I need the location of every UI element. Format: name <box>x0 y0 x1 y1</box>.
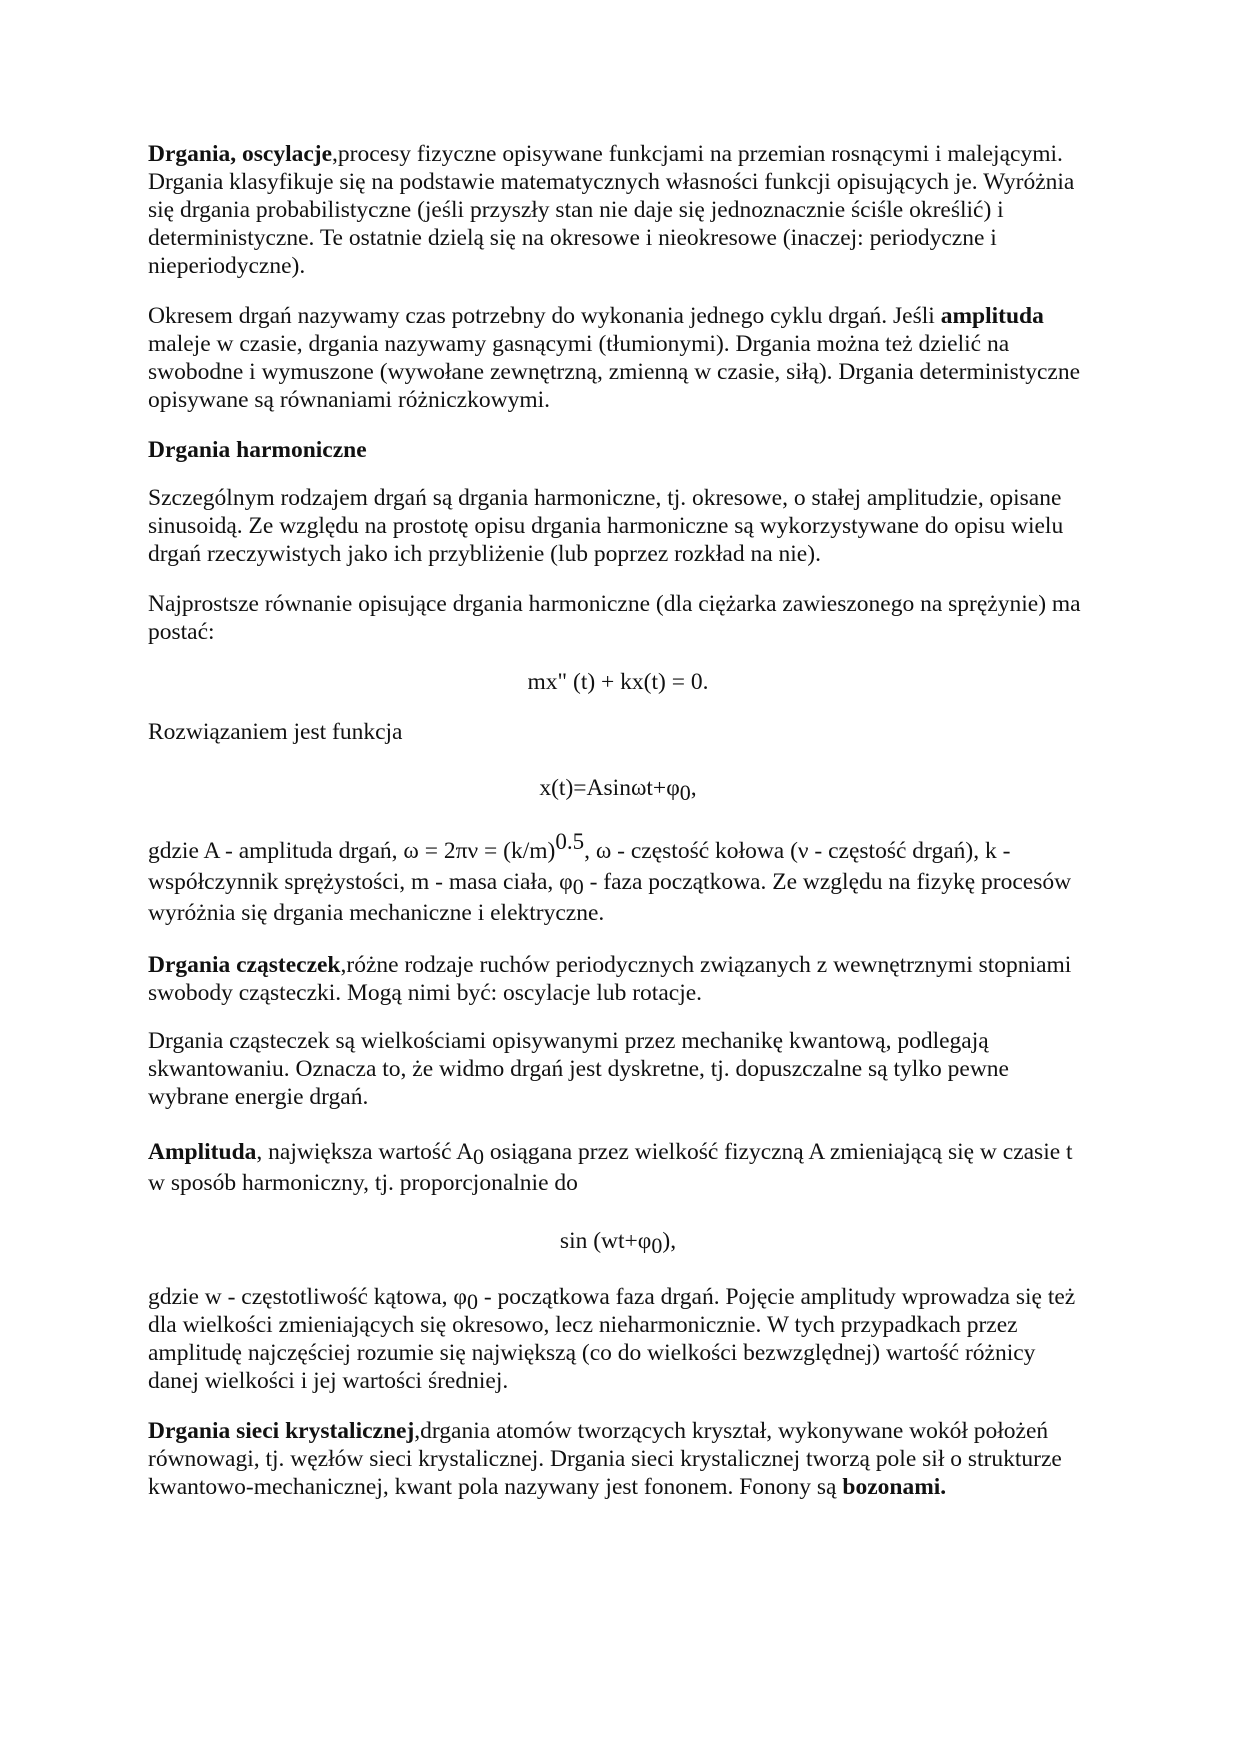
paragraph-period-text-b: maleje w czasie, drgania nazywamy gasnącymi (tłumionymi). Drgania można też dzielić na swobodne i wymuszone (wywołane zewnętrzną, zmienną w czasie, siłą). Drgania deterministyczne opisywane są równaniami różniczkowymi. <box>148 331 1081 413</box>
paragraph-amplitude <box>148 1137 1088 1199</box>
equation-solution-end: , <box>690 775 697 801</box>
paragraph-simplest-equation: Najprostsze równanie opisujące drgania harmoniczne (dla ciężarka zawieszonego na sprężynie) ma postać: <box>148 591 1081 645</box>
paragraph-oscillations <box>148 140 1088 280</box>
amplitude-subscript: 0 <box>473 1144 485 1169</box>
paragraph-crystal-lattice <box>148 1417 1088 1501</box>
paragraph-solution: Rozwiązaniem jest funkcja <box>148 719 403 745</box>
phase-subscript: 0 <box>572 874 584 899</box>
paragraph-molecules-text: ,różne rodzaje ruchów periodycznych związanych z wewnętrznymi stopniami swobody cząsteczki. Mogą nimi być: oscylacje lub rotacje. <box>148 952 1072 1006</box>
equation-sine-subscript: 0 <box>651 1233 663 1258</box>
term-amplitude-inline: amplituda <box>940 303 1044 329</box>
paragraph-amplitude-text-b: osiągana przez wielkość fizyczną A zmieniającą się w czasie t w sposób harmoniczny, tj. proporcjonalnie do <box>148 1139 1073 1196</box>
paragraph-where-text-b: , ω - częstość kołowa (ν - częstość drgań), k - współczynnik sprężystości, m - masa ciała, φ <box>148 838 1011 895</box>
heading-harmonic <box>148 436 1088 464</box>
paragraph-period-text-a: Okresem drgań nazywamy czas potrzebny do wykonania jednego cyklu drgań. Jeśli <box>148 303 941 329</box>
term-amplitude: Amplituda <box>148 1139 257 1165</box>
equation-solution-main: x(t)=Asinωt+φ <box>539 775 680 801</box>
phase-subscript-2: 0 <box>466 1289 478 1314</box>
equation-solution-subscript: 0 <box>679 780 691 805</box>
equation-motion: mx" (t) + kx(t) = 0. <box>527 669 709 695</box>
exponent: 0.5 <box>555 829 585 854</box>
term-crystal-lattice: Drgania sieci krystalicznej <box>148 1418 415 1444</box>
term-bosons: bozonami. <box>842 1474 947 1500</box>
paragraph-quantum: Drgania cząsteczek są wielkościami opisywanymi przez mechanikę kwantową, podlegają skwantowaniu. Oznacza to, że widmo drgań jest dyskretne, tj. dopuszczalne są tylko pewne wybrane energie drgań. <box>148 1028 1009 1110</box>
paragraph-molecules <box>148 951 1088 1007</box>
paragraph-amplitude-text-a: , największa wartość A <box>256 1139 474 1165</box>
paragraph-angular-frequency-text-a: gdzie w - częstotliwość kątowa, φ <box>148 1284 467 1310</box>
paragraph-crystal-lattice-text: ,drgania atomów tworzących kryształ, wykonywane wokół położeń równowagi, tj. węzłów sieci krystalicznej. Drgania sieci krystalicznej tworzą pole sił o strukturze kwantowo-mechanicznej, kwant pola nazywany jest fononem. Fonony są <box>148 1418 1062 1500</box>
equation-sine-end: ), <box>662 1228 677 1254</box>
paragraph-where-text-a: gdzie A - amplituda drgań, ω = 2πν = (k/m) <box>148 838 556 864</box>
heading-harmonic-text: Drgania harmoniczne <box>148 437 367 463</box>
document-page <box>148 140 1088 1501</box>
paragraph-angular-frequency-text-b: - początkowa faza drgań. Pojęcie amplitudy wprowadza się też dla wielkości zmieniających się okresowo, lecz nieharmonicznie. W tych przypadkach przez amplitudę najczęściej rozumie się największą (co do wielkości bezwzględnej) wartość różnicy danej wielkości i jej wartości średniej. <box>148 1284 1076 1394</box>
paragraph-period <box>148 302 1088 414</box>
equation-sine-main: sin (wt+φ <box>559 1228 652 1254</box>
equation-sine <box>148 1225 1088 1257</box>
term-molecules: Drgania cząsteczek <box>148 952 341 978</box>
paragraph-where-text-c: - faza początkowa. Ze względu na fizykę procesów wyróżnia się drgania mechaniczne i elektryczne. <box>148 869 1072 926</box>
paragraph-where <box>148 829 1088 929</box>
paragraph-oscillations-text: ,procesy fizyczne opisywane funkcjami na przemian rosnącymi i malejącymi. Drgania klasyfikuje się na podstawie matematycznych własności funkcji opisujących je. Wyróżnia się drgania probabilistyczne (jeśli przyszły stan nie daje się jednoznacznie ściśle określić) i deterministyczne. Te ostatnie dzielą się na okresowe i nieokresowe (inaczej: periodyczne i nieperiodyczne). <box>148 141 1075 279</box>
term-oscillations: Drgania, oscylacje <box>148 141 333 167</box>
paragraph-angular-frequency <box>148 1283 1088 1395</box>
paragraph-harmonic: Szczególnym rodzajem drgań są drgania harmoniczne, tj. okresowe, o stałej amplitudzie, opisane sinusoidą. Ze względu na prostotę opisu drgania harmoniczne są wykorzystywane do opisu wielu drgań rzeczywistych jako ich przybliżenie (lub poprzez rozkład na nie). <box>148 485 1064 567</box>
equation-solution <box>148 772 1088 804</box>
